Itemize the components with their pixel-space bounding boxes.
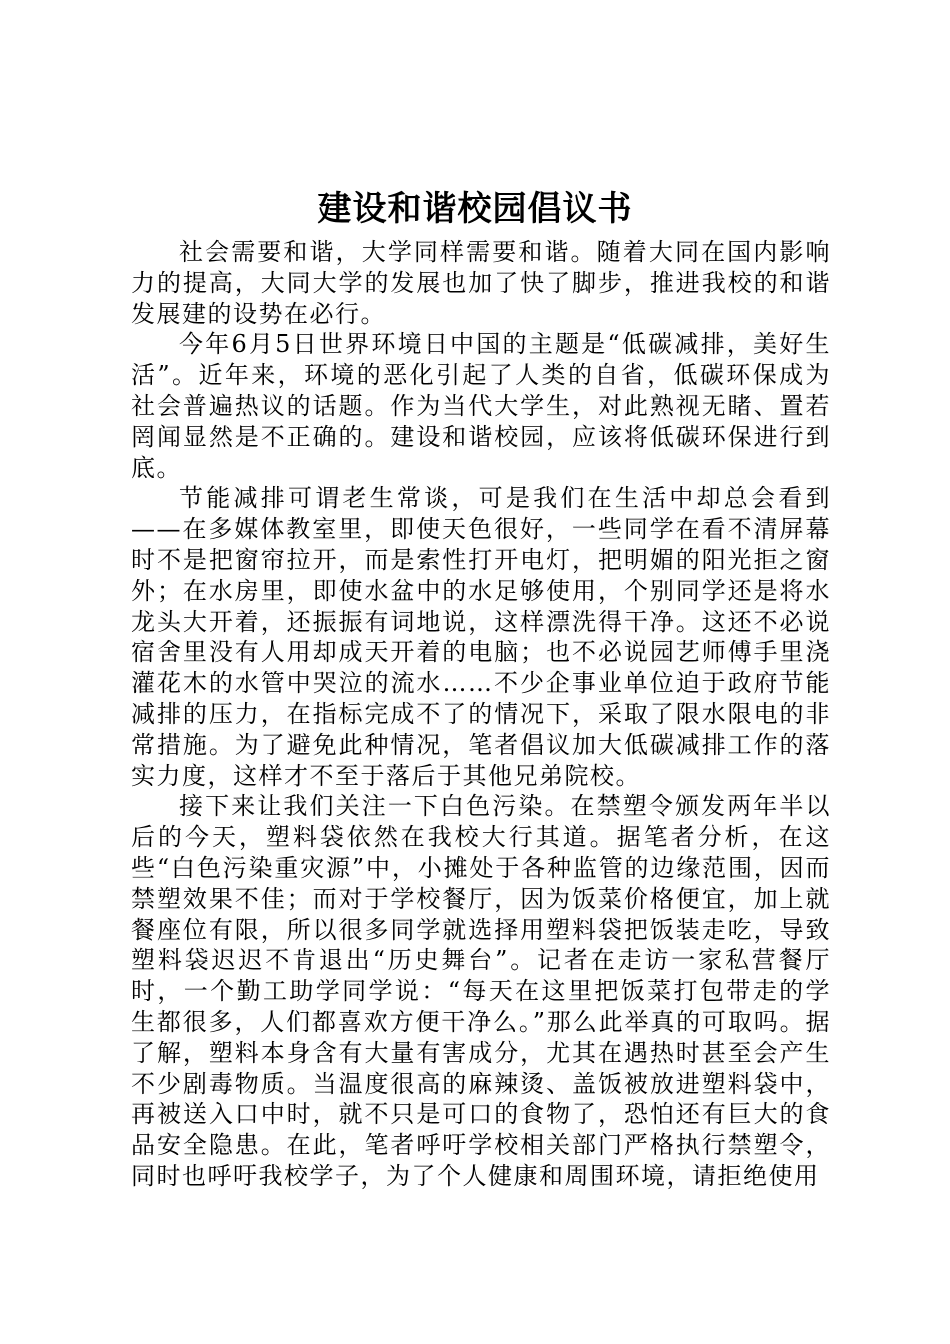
paragraph: 社会需要和谐，大学同样需要和谐。随着大同在国内影响力的提高，大同大学的发展也加了快了脚步，推进我校的和谐发展建的设势在必行。: [131, 238, 831, 328]
paragraph: 今年6月5日世界环境日中国的主题是“低碳减排，美好生活”。近年来，环境的恶化引起了人类的自省，低碳环保成为社会普遍热议的话题。作为当代大学生，对此熟视无睹、置若罔闻显然是不正确的。建设和谐校园，应该将低碳环保进行到底。: [131, 330, 831, 482]
document-body: [131, 237, 831, 1192]
document-title: 建设和谐校园倡议书: [317, 189, 633, 229]
paragraph: 节能减排可谓老生常谈，可是我们在生活中却总会看到——在多媒体教室里，即使天色很好，一些同学在看不清屏幕时不是把窗帘拉开，而是索性打开电灯，把明媚的阳光拒之窗外；在水房里，即使水盆中的水足够使用，个别同学还是将水龙头大开着，还振振有词地说，这样漂洗得干净。这还不必说宿舍里没有人用却成天开着的电脑；也不必说园艺师傅手里浇灌花木的水管中哭泣的流水……不少企事业单位迫于政府节能减排的压力，在指标完成不了的情况下，采取了限水限电的非常措施。为了避免此种情况，笔者倡议加大低碳减排工作的落实力度，这样才不至于落后于其他兄弟院校。: [131, 484, 831, 790]
paragraph: 接下来让我们关注一下白色污染。在禁塑令颁发两年半以后的今天，塑料袋依然在我校大行其道。据笔者分析，在这些“白色污染重灾源”中，小摊处于各种监管的边缘范围，因而禁塑效果不佳；而对于学校餐厅，因为饭菜价格便宜，加上就餐座位有限，所以很多同学就选择用塑料袋把饭装走吃，导致塑料袋迟迟不肯退出“历史舞台”。记者在走访一家私营餐厅时，一个勤工助学同学说：“每天在这里把饭菜打包带走的学生都很多，人们都喜欢方便干净么。”那么此举真的可取吗。据了解，塑料本身含有大量有害成分，尤其在遇热时甚至会产生不少剧毒物质。当温度很高的麻辣烫、盖饭被放进塑料袋中，再被送入口中时，就不只是可口的食物了，恐怕还有巨大的食品安全隐患。在此，笔者呼吁学校相关部门严格执行禁塑令，同时也呼吁我校学子，为了个人健康和周围环境，请拒绝使用: [131, 792, 831, 1190]
